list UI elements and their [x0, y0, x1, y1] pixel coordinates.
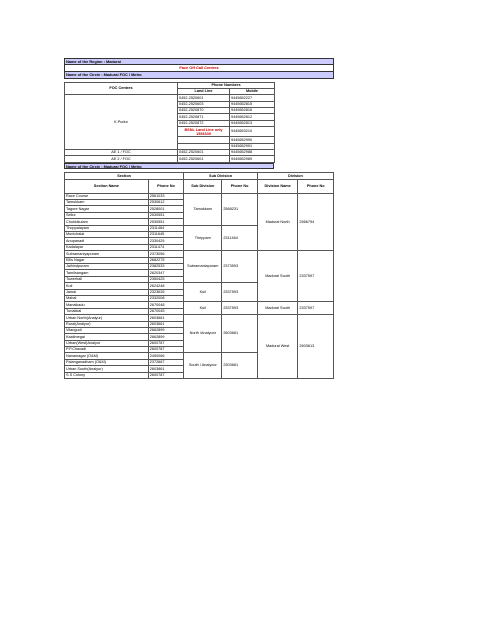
section-phone: 2372667	[148, 359, 184, 365]
section-header: Section	[65, 173, 184, 179]
section-phone: 2382533	[148, 263, 184, 269]
spreadsheet	[64, 58, 334, 379]
section-phone: 2670048	[148, 302, 184, 308]
section-phone: 2670045	[148, 308, 184, 314]
section-phone: 2662899	[148, 334, 184, 340]
foc-mobile: 9445652816	[230, 108, 275, 114]
sub-division-phone: 2603661	[222, 315, 258, 353]
section-phone: 2350425	[148, 276, 184, 282]
ae-mobile: 9445652988	[230, 150, 275, 156]
section-name: Kuil	[65, 283, 149, 289]
foc-bsnl-note: BSNL Land Line only 1553339	[178, 127, 230, 137]
section-name: Tamukkam	[65, 200, 149, 206]
section-phone: 2450066	[148, 353, 184, 359]
sub-division-name: Theppam	[184, 225, 222, 251]
foc-landline: 0452-2520872	[178, 120, 230, 126]
region-title: Name of the Region : Madurai	[64, 58, 334, 65]
sub-division-phone: 2373593	[222, 251, 258, 283]
section-phone: 2330425	[148, 238, 184, 244]
section-phone: 2561033	[148, 193, 184, 199]
section-name: Anupanadi	[65, 238, 149, 244]
division-name: Madurai West	[257, 315, 298, 379]
section-phone: 2373056	[148, 251, 184, 257]
section-phone: 2530551	[148, 219, 184, 225]
sub-division-name: South / Anaiyoor	[184, 353, 222, 379]
division-phone: 2566794	[298, 193, 334, 251]
section-name: S.S Colony	[65, 372, 149, 378]
sub-division-name: Tamukkam	[184, 193, 222, 225]
sub-division-phone: 2311464	[222, 225, 258, 251]
section-phone: 2662899	[148, 327, 184, 333]
face-off-title: Face Off Call Centres	[179, 64, 219, 70]
foc-mobile: 9445652227	[230, 95, 275, 101]
division-phone: 2337597	[298, 302, 334, 315]
sub-division-phone: 2337593	[222, 302, 258, 315]
sub-division-name: Subramaniapuram	[184, 251, 222, 283]
division-name: Madurai North	[257, 193, 298, 251]
section-phone: 2530551	[148, 212, 184, 218]
section-phone: 2600787	[148, 340, 184, 346]
section-name: Tagore Nagar	[65, 206, 149, 212]
section-name: Sellur	[65, 212, 149, 218]
sub-division-name: Kuil	[184, 302, 222, 315]
section-phone: 2620347	[148, 270, 184, 276]
foc-centres-header: FOC Centres	[65, 82, 178, 95]
foc-landline: 0452-2520870	[178, 108, 230, 114]
section-name: Chokkikulam	[65, 219, 149, 225]
section-name: Mahal	[65, 295, 149, 301]
section-name: Subramaniyapuram	[65, 251, 149, 257]
section-phone: 2311464	[148, 225, 184, 231]
sub-division-phone: 2337593	[222, 283, 258, 302]
section-phone: 2323626	[148, 289, 184, 295]
section-name-header: Section Name	[65, 179, 149, 193]
ae-name: AE 1 / FOC	[65, 150, 178, 156]
section-phone-header: Phone No	[148, 179, 184, 193]
sub-division-name-header: Sub Division	[184, 179, 222, 193]
foc-mobile: 9445652813	[230, 120, 275, 126]
sub-division-phone: 2303661	[222, 353, 258, 379]
section-name: Ellis Nagar	[65, 257, 149, 263]
foc-table	[64, 82, 275, 163]
section-phone: 2682275	[148, 257, 184, 263]
ae-name: AE 2 / FOC	[65, 156, 178, 162]
section-name: Thoppalayam	[65, 225, 149, 231]
foc-mobile: 9445652815	[230, 101, 275, 107]
section-name: P.P.Chavadi	[65, 347, 149, 353]
division-phone-header: Phone No	[298, 179, 334, 193]
sub-division-name: North /Anaiyoor	[184, 315, 222, 353]
section-phone: 2530612	[148, 200, 184, 206]
phone-numbers-header: Phone Numbers	[178, 82, 275, 88]
foc-mobile: 9445652990	[230, 137, 275, 143]
section-name: Urban(West)Anaiyur	[65, 340, 149, 346]
sub-division-phone: 2568231	[222, 193, 258, 225]
foc-landline: 0452-2520601	[178, 95, 230, 101]
section-name: Palanganadham (O&M)	[65, 359, 149, 365]
section-name: Tamilsangam	[65, 270, 149, 276]
division-name-header: Division Name	[257, 179, 298, 193]
division-header: Division	[257, 173, 333, 179]
section-name: Urban South(Anaiyur)	[65, 366, 149, 372]
section-phone: 2600787	[148, 372, 184, 378]
foc-mobile: 9445652991	[230, 143, 275, 149]
section-name: Jamai	[65, 289, 149, 295]
landline-header: Land Line	[178, 88, 230, 94]
ae-mobile: 9445652989	[230, 156, 275, 162]
sub-division-phone-header: Phone No	[222, 179, 258, 193]
section-phone: 2528001	[148, 206, 184, 212]
section-name: Race Course	[65, 193, 149, 199]
section-phone: 2600787	[148, 347, 184, 353]
division-name: Madurai South	[257, 251, 298, 302]
section-name: Urban North(Anaiyur)	[65, 315, 149, 321]
section-name: Tunakkal	[65, 308, 149, 314]
section-phone: 2332008	[148, 295, 184, 301]
circle-title-1: Name of the Circle : Madurai FOC / Metro	[64, 72, 334, 79]
foc-mobile: 9445653210	[230, 127, 275, 137]
section-name: Vilangudi	[65, 327, 149, 333]
section-name: Nanamagar (O&M)	[65, 353, 149, 359]
foc-landline: 0452-2520603	[178, 101, 230, 107]
section-name: Jaihindpuram	[65, 263, 149, 269]
section-phone: 2603661	[148, 321, 184, 327]
ae-landline: 0452-2520601	[178, 150, 230, 156]
section-name: Rural(Anaiyur)	[65, 321, 149, 327]
sub-division-header: Sub Division	[184, 173, 258, 179]
face-off-title-row	[64, 65, 334, 73]
section-phone: 2311474	[148, 244, 184, 250]
foc-mobile: 9445652812	[230, 114, 275, 120]
section-table	[64, 172, 334, 379]
division-phone: 2603613	[298, 315, 334, 379]
foc-centre-name: K.Pudur	[65, 95, 178, 150]
section-phone: 2311645	[148, 232, 184, 238]
sub-division-name: Kuil	[184, 283, 222, 302]
division-name: Madurai South	[257, 302, 298, 315]
section-phone: 2624248	[148, 283, 184, 289]
ae-landline: 0452-2520601	[178, 156, 230, 162]
section-phone: 2603661	[148, 366, 184, 372]
section-name: Munichalai	[65, 232, 149, 238]
circle-title-2: Name of the Circle : Madurai FOC / Metro	[64, 163, 274, 170]
division-phone: 2337597	[298, 251, 334, 302]
section-name: Manaikadu	[65, 302, 149, 308]
section-phone: 2603661	[148, 315, 184, 321]
mobile-header: Mobile	[230, 88, 275, 94]
section-name: Kaalimegai	[65, 334, 149, 340]
section-name: Towerhall	[65, 276, 149, 282]
foc-landline: 0452-2520871	[178, 114, 230, 120]
section-name: Kadalayar	[65, 244, 149, 250]
